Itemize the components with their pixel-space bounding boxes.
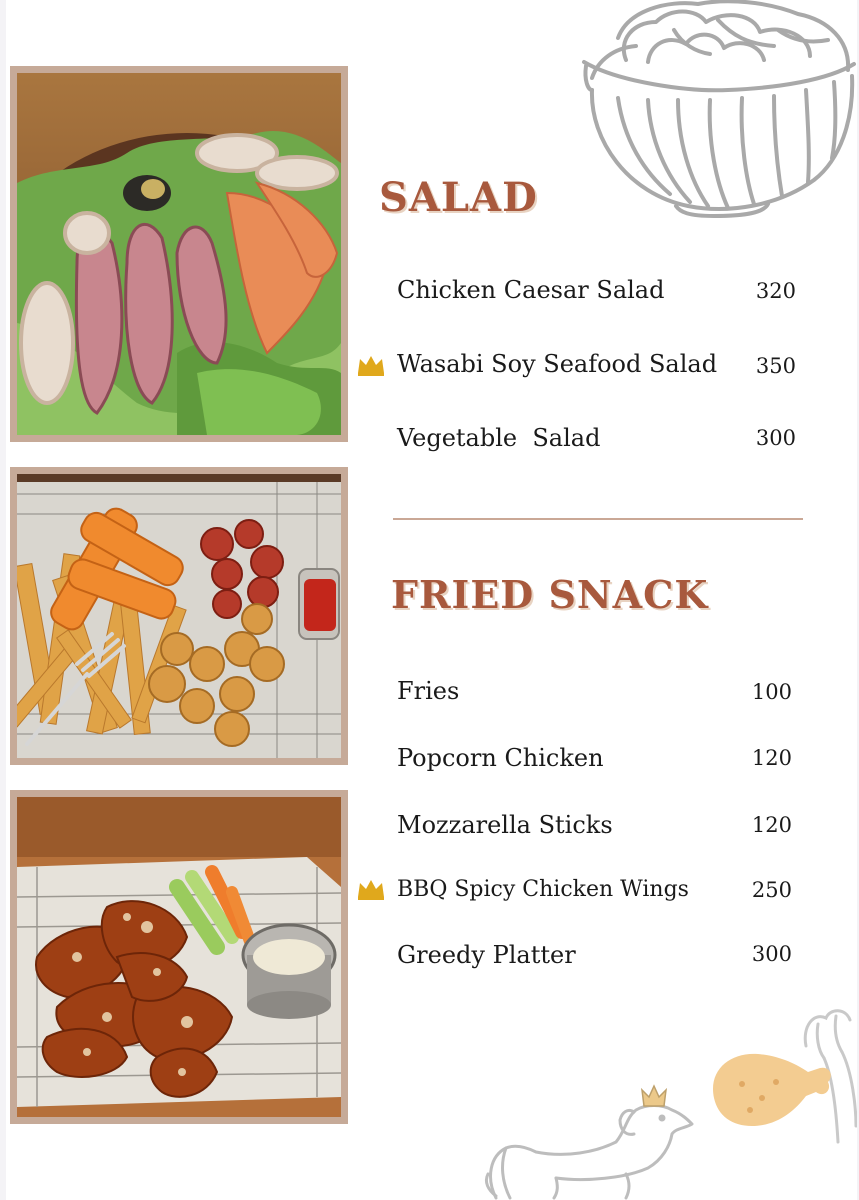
price-mozzarella-sticks: 120 <box>751 813 792 837</box>
fried-snack-section-title: FRIED SNACK <box>391 572 709 617</box>
salad-section-title: SALAD <box>379 174 538 221</box>
crown-icon <box>356 353 386 377</box>
menu-item-bbq-spicy-chicken-wings: BBQ Spicy Chicken Wings <box>397 877 689 902</box>
price-bbq-spicy-chicken-wings: 250 <box>751 878 792 902</box>
menu-item-wasabi-soy-seafood-salad: Wasabi Soy Seafood Salad <box>397 350 718 378</box>
menu-page <box>6 0 857 1200</box>
price-chicken-caesar-salad: 320 <box>755 279 796 303</box>
salad-bowl-illustration <box>578 0 857 218</box>
crown-icon <box>356 877 386 901</box>
price-popcorn-chicken: 120 <box>751 746 792 770</box>
menu-item-vegetable-salad: Vegetable Salad <box>397 424 601 452</box>
menu-item-mozzarella-sticks: Mozzarella Sticks <box>397 811 613 839</box>
chicken-wings-photo <box>10 790 348 1124</box>
price-fries: 100 <box>751 680 792 704</box>
menu-item-popcorn-chicken: Popcorn Chicken <box>397 744 604 772</box>
seafood-salad-photo <box>10 66 348 442</box>
menu-item-greedy-platter: Greedy Platter <box>397 941 576 969</box>
menu-item-chicken-caesar-salad: Chicken Caesar Salad <box>397 276 665 304</box>
section-divider <box>393 518 803 520</box>
fried-snacks-photo <box>10 467 348 765</box>
menu-item-fries: Fries <box>397 677 460 705</box>
price-vegetable-salad: 300 <box>755 426 796 450</box>
dachshund-crown-illustration <box>476 1078 706 1200</box>
chicken-drumstick-illustration <box>706 1006 857 1146</box>
price-greedy-platter: 300 <box>751 942 792 966</box>
price-wasabi-soy-seafood-salad: 350 <box>755 354 796 378</box>
